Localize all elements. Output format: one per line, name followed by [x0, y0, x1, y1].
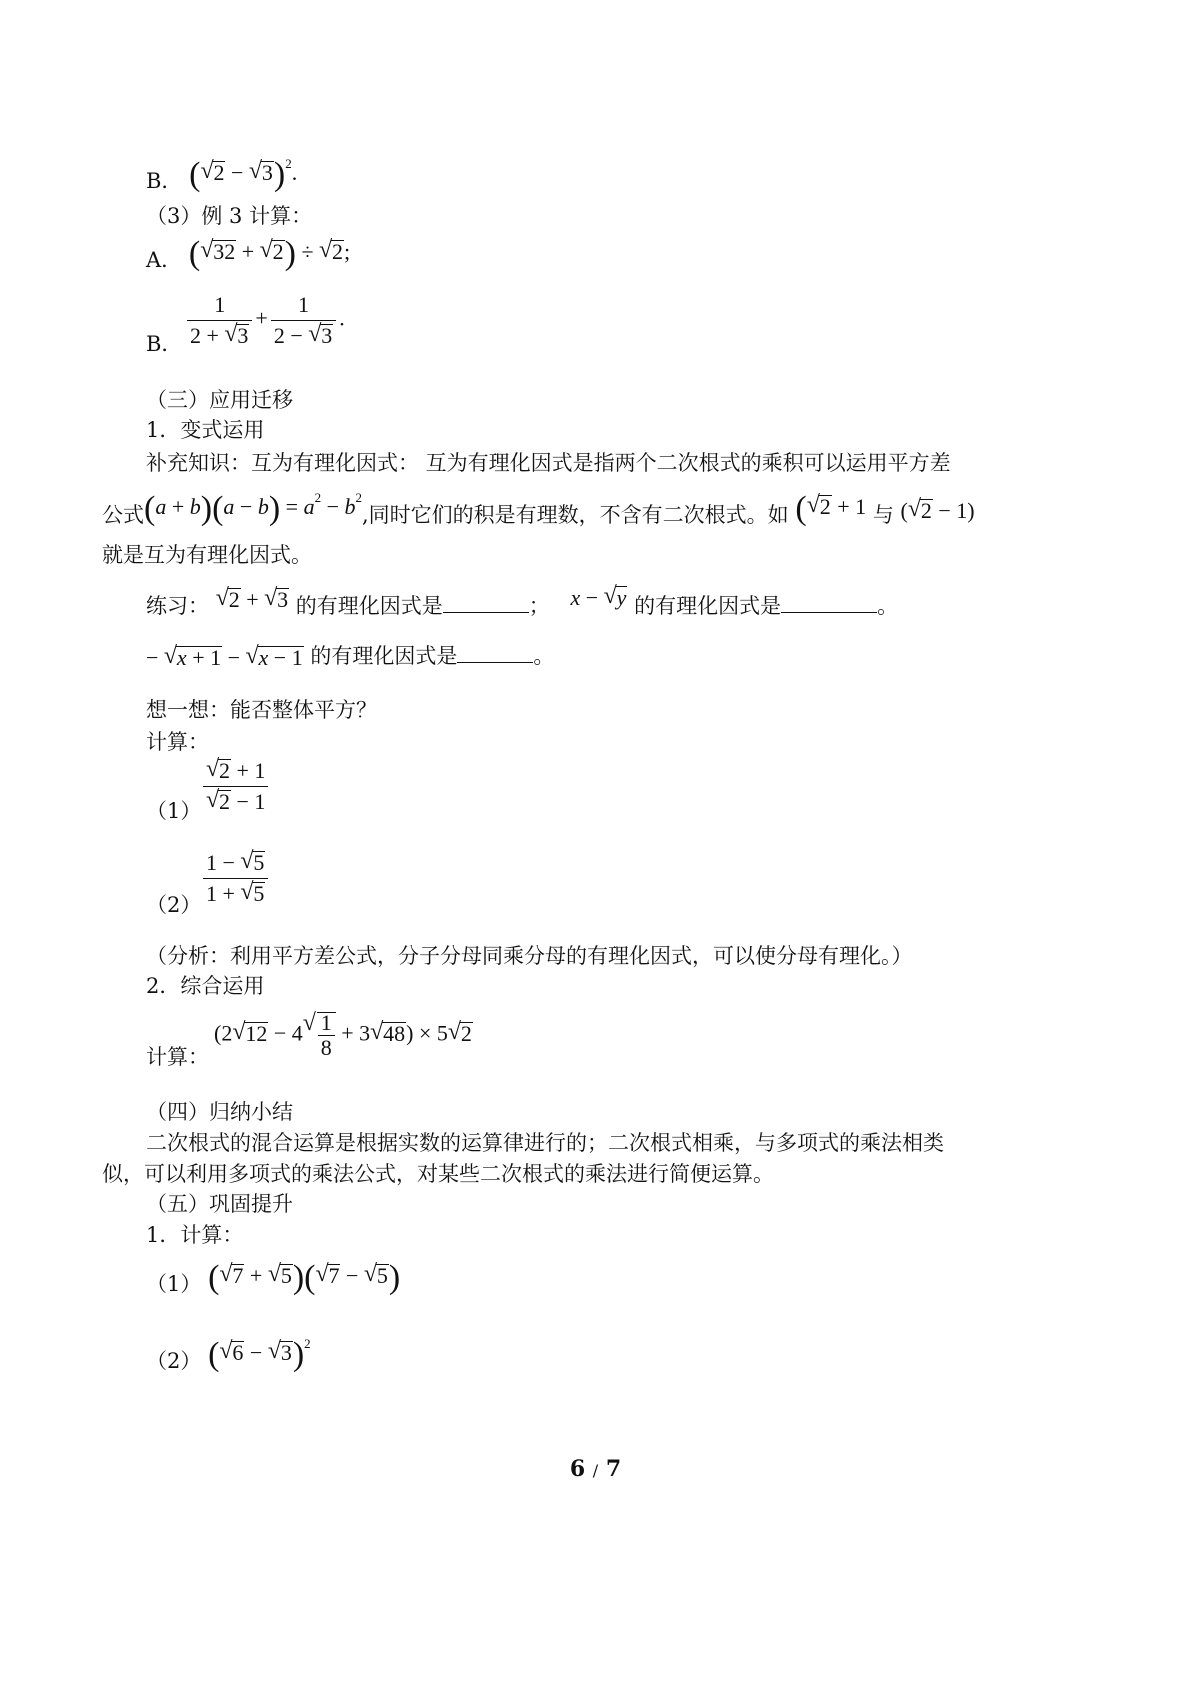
prompt-text: 的有理化因式是 — [310, 644, 458, 668]
current-page: 6 — [569, 1456, 586, 1482]
practice-label: 练习： — [146, 594, 209, 618]
math-expression: (√ 6 − √ 3)$^2$ — [208, 1330, 311, 1370]
punctuation: ； — [528, 594, 550, 618]
item-a-division — [146, 234, 351, 274]
prompt-text: 的有理化因式是 — [295, 594, 443, 618]
formula-suffix: ,同时它们的积是有理数，不含有二次根式。如 — [362, 503, 789, 527]
section-4-title: （四）归纳小结 — [146, 1100, 293, 1124]
math-expression: (√ 2 − 1) — [901, 497, 975, 525]
math-expression: (√ 2 + 1 — [795, 493, 866, 524]
total-pages: 7 — [605, 1456, 622, 1482]
math-expression: √ 2 + √ 3 — [216, 586, 289, 614]
conclusion-text: 就是互为有理化因式。 — [102, 543, 312, 567]
difference-of-squares-formula: $(a + b)(a - b) = a^2 - b^2$ — [144, 489, 362, 527]
math-expression: − √ x + 1 − √ x − 1 — [146, 644, 304, 672]
section-5-title: （五）巩固提升 — [146, 1192, 293, 1216]
item-2-label: （2） — [146, 893, 202, 917]
page-number — [0, 1456, 1191, 1482]
math-expression: x − √ y — [570, 584, 627, 612]
exercise-1-title: 1．计算： — [146, 1223, 244, 1247]
item-b-fractions — [146, 330, 182, 358]
item-b-square — [146, 150, 297, 195]
summary-paragraph-1: 二次根式的混合运算是根据实数的运算律进行的；二次根式相乘，与多项式的乘法相类 — [146, 1131, 944, 1155]
subsection-2-title: 2．综合运用 — [146, 974, 265, 998]
item-1-label: （1） — [146, 799, 202, 823]
math-expression: (√ 7 + √ 5)(√ 7 − √ 5) — [208, 1262, 400, 1293]
calc-label-2: 计算： — [146, 1045, 209, 1069]
conjunction-text: 与 — [872, 503, 894, 527]
summary-paragraph-2: 似，可以利用多项式的乘法公式，对某些二次根式的乘法进行简便运算。 — [102, 1162, 774, 1186]
punctuation: 。 — [533, 644, 555, 668]
practice-line — [146, 584, 898, 620]
math-combined-expression: (2√ 12 − 4 √ $\frac{1}{8}$ + 3√ 48) × 5√ 2 — [214, 1012, 473, 1058]
math-fraction: $\frac{1 - √ 5}{1 + √ 5}$ — [200, 850, 271, 907]
analysis-note: （分析：利用平方差公式，分子分母同乘分母的有理化因式，可以使分母有理化。） — [146, 944, 913, 968]
formula-line — [102, 484, 975, 529]
option-label: B． — [146, 332, 183, 356]
subsection-1-title: 1．变式运用 — [146, 418, 265, 442]
prompt-text: 的有理化因式是 — [634, 594, 782, 618]
exercise-q1 — [146, 1258, 401, 1298]
think-prompt: 想一想：能否整体平方？ — [146, 698, 377, 722]
page-separator: / — [592, 1461, 599, 1480]
practice-line-2 — [146, 642, 554, 672]
math-expression: (√ 2 − √ 3)$^2$. — [189, 150, 297, 190]
punctuation: 。 — [877, 594, 899, 618]
option-label: A． — [146, 248, 183, 272]
option-label: B． — [146, 169, 183, 193]
answer-blank[interactable] — [457, 662, 533, 663]
formula-prefix: 公式 — [102, 503, 144, 527]
question-label: （2） — [146, 1349, 202, 1373]
math-fraction: √ 2 + 1 √ 2 − 1 — [200, 758, 271, 815]
math-expression: (√ 32 + √ 2) ÷ √ 2; — [189, 238, 350, 269]
exercise-q2 — [146, 1330, 311, 1375]
question-label: （1） — [146, 1272, 202, 1296]
math-fraction-sum: $\frac{1}{2 + √ 3}$ + $\frac{1}{2 - √ 3}$ . — [184, 292, 345, 349]
answer-blank[interactable] — [781, 612, 877, 613]
calc-label: 计算： — [146, 730, 209, 754]
answer-blank[interactable] — [443, 612, 529, 613]
example-3-heading: （3）例 3 计算： — [146, 204, 313, 228]
supplement-paragraph: 补充知识：互为有理化因式： 互为有理化因式是指两个二次根式的乘积可以运用平方差 — [146, 451, 951, 475]
section-3-title: （三）应用迁移 — [146, 388, 293, 412]
